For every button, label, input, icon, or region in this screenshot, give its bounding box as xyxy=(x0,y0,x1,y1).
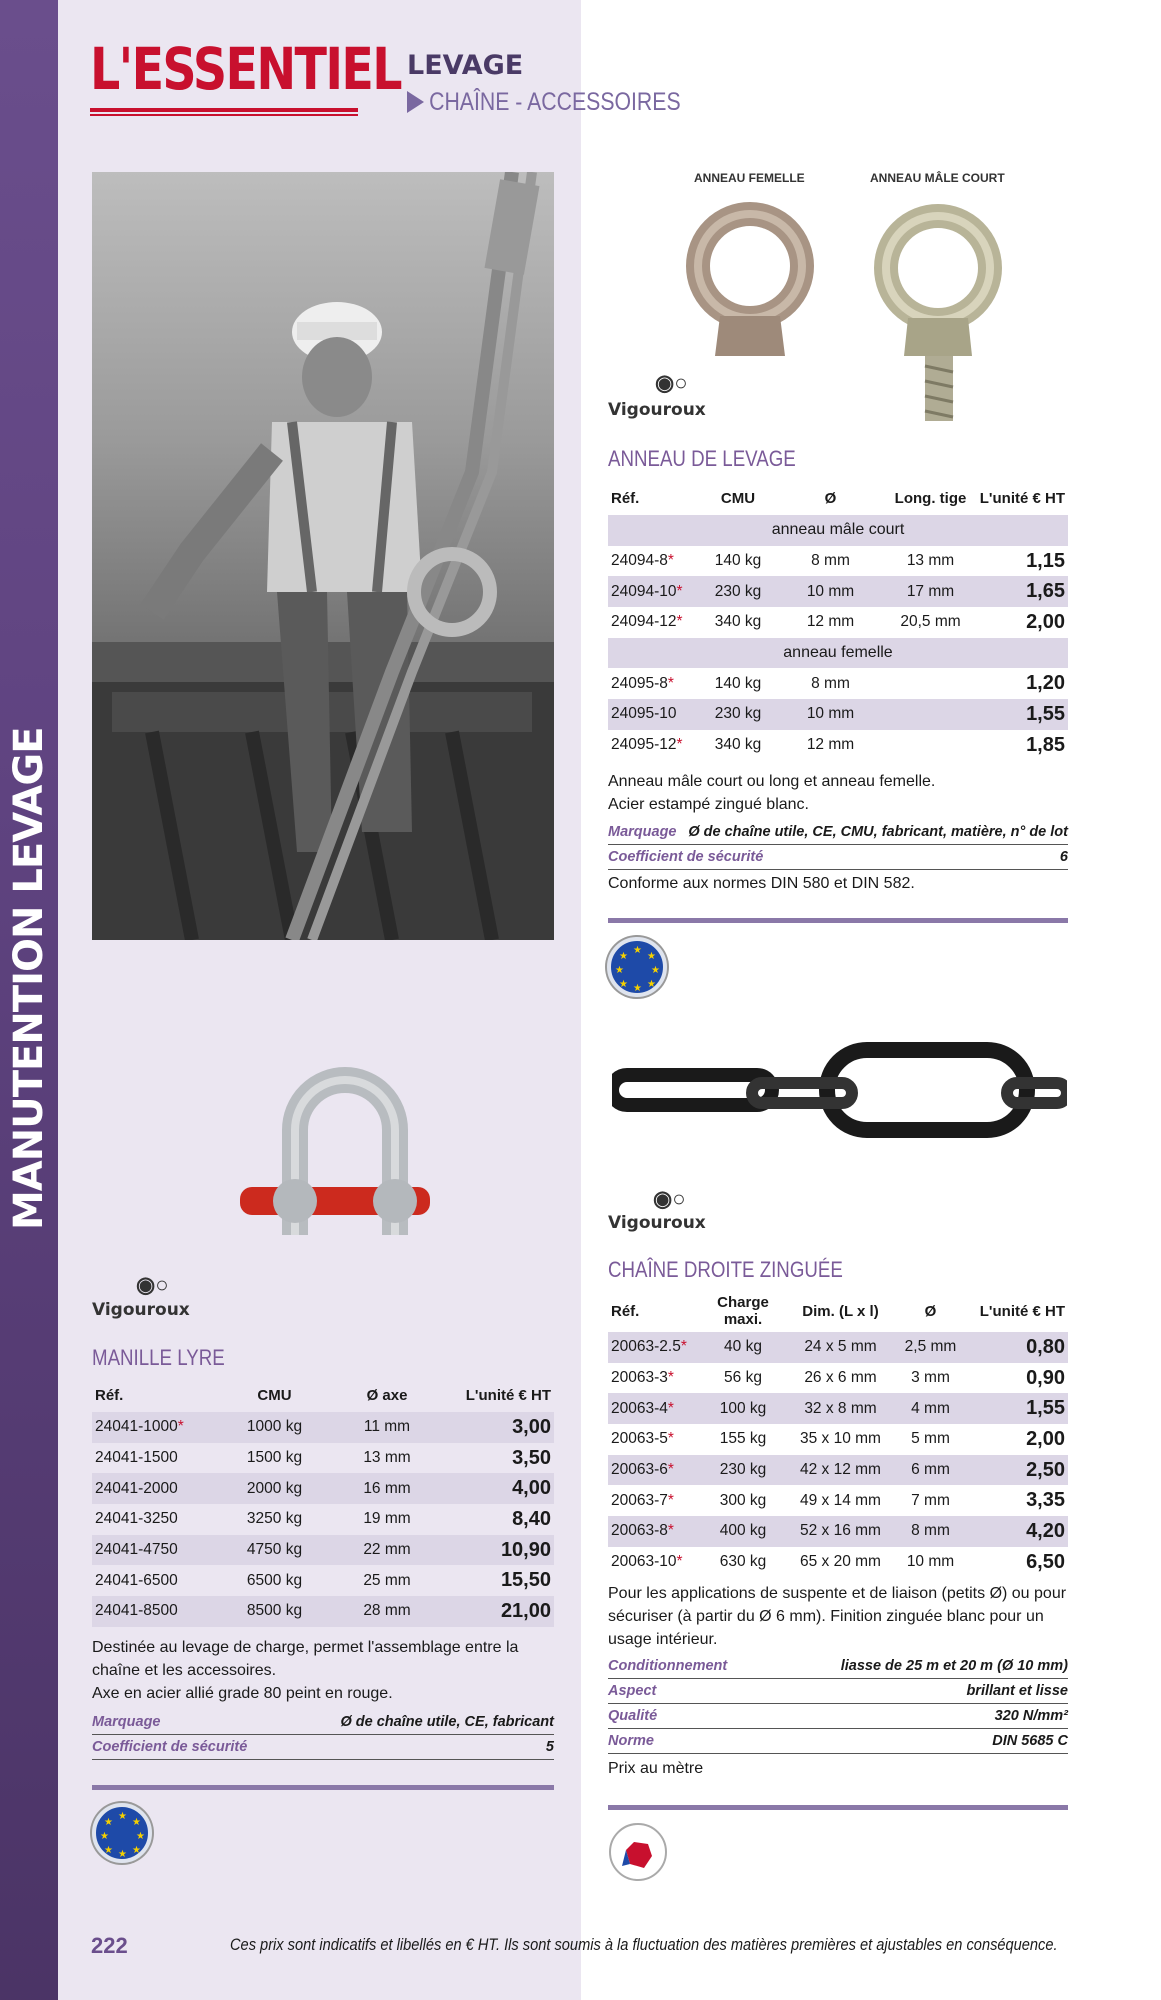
worker-photo xyxy=(92,172,554,940)
anneau-desc-1: Anneau mâle court ou long et anneau femelle. xyxy=(608,773,936,790)
row-price: 8,40 xyxy=(512,1507,551,1530)
row-ref: 20063-6 xyxy=(611,1461,668,1479)
row-cmu: 140 kg xyxy=(714,674,762,692)
col-cmu: CMU xyxy=(257,1386,292,1404)
chaine-price-note: Prix au mètre xyxy=(608,1760,704,1777)
row-cmu: 230 kg xyxy=(703,576,773,607)
logo-underline-thin xyxy=(90,114,358,116)
row-length: 13 mm xyxy=(906,552,955,570)
row-ref: 24041-4750 xyxy=(95,1541,178,1559)
table-row xyxy=(608,1516,1068,1547)
row-ref: 20063-7 xyxy=(611,1491,668,1509)
anneau-description xyxy=(608,770,1068,816)
table-row xyxy=(608,1363,1068,1394)
row-length xyxy=(888,668,973,699)
row-ref: 24041-1000 xyxy=(95,1418,178,1436)
row-ref: 20063-5 xyxy=(611,1430,668,1448)
row-price: 1,55 xyxy=(968,1393,1068,1424)
row-diameter: 4 mm xyxy=(893,1393,968,1424)
col-length: Long. tige xyxy=(894,489,967,507)
table-row xyxy=(92,1473,554,1504)
row-ref: 20063-10 xyxy=(611,1553,677,1571)
row-axe: 16 mm xyxy=(327,1473,447,1504)
row-cmu: 140 kg xyxy=(714,552,762,570)
row-price: 1,65 xyxy=(973,576,1068,607)
sidebar-label: MANUTENTION LEVAGE xyxy=(6,727,52,1230)
chaine-title: CHAÎNE DROITE ZINGUÉE xyxy=(608,1257,843,1282)
row-price: 21,00 xyxy=(447,1596,554,1627)
row-diameter: 8 mm xyxy=(811,552,850,570)
anneau-spec-marquage xyxy=(608,820,1068,845)
manille-image xyxy=(235,1035,435,1265)
fabrique-en-france-icon xyxy=(608,1822,668,1882)
row-star: * xyxy=(667,1430,674,1448)
row-price: 3,50 xyxy=(512,1446,551,1469)
manille-desc-2: Axe en acier allié grade 80 peint en rouge. xyxy=(92,1685,393,1703)
table-row xyxy=(608,1455,1068,1486)
row-star: * xyxy=(680,1338,687,1356)
footer-note: Ces prix sont indicatifs et libellés en € HT. Ils sont soumis à la fluctuation des matières premières et ajustables en conséquence. xyxy=(230,1935,1058,1954)
col-cmu: CMU xyxy=(720,489,756,507)
row-ref: 20063-3 xyxy=(611,1369,668,1387)
table-row xyxy=(608,1547,1068,1578)
row-ref: 24041-6500 xyxy=(95,1571,178,1589)
table-row xyxy=(92,1443,554,1474)
row-length xyxy=(888,730,973,761)
row-cmu: 340 kg xyxy=(714,736,762,754)
row-diameter: 7 mm xyxy=(911,1491,950,1509)
row-star: * xyxy=(676,613,683,631)
table-row xyxy=(92,1596,554,1627)
row-load: 400 kg xyxy=(698,1516,788,1547)
col-ref: Réf. xyxy=(611,489,640,507)
row-length xyxy=(888,699,973,730)
row-diameter: 12 mm xyxy=(806,613,855,631)
spec-value: 6 xyxy=(1059,849,1068,865)
chaine-spec xyxy=(608,1654,1068,1679)
row-price: 4,20 xyxy=(968,1516,1068,1547)
row-ref: 20063-8 xyxy=(611,1522,668,1540)
col-diameter: Ø xyxy=(824,489,837,507)
row-diameter: 10 mm xyxy=(773,699,888,730)
row-cmu: 1000 kg xyxy=(222,1412,327,1443)
manille-description xyxy=(92,1636,554,1706)
col-ref: Réf. xyxy=(95,1386,124,1404)
triangle-icon xyxy=(407,91,424,113)
row-diameter: 2,5 mm xyxy=(893,1332,968,1363)
vigouroux-logo-mark-2: ◉○ xyxy=(136,1272,169,1297)
table-row xyxy=(608,607,1068,638)
spec-value: 320 N/mm² xyxy=(994,1708,1068,1724)
eu-flag-icon: ★ ★ ★ ★ ★ ★ ★ ★ xyxy=(92,1803,152,1863)
row-cmu: 230 kg xyxy=(703,699,773,730)
col-diameter: Ø xyxy=(924,1302,937,1320)
group-male: anneau mâle court xyxy=(608,515,1068,546)
row-diameter: 10 mm xyxy=(906,1553,955,1571)
row-cmu: 1500 kg xyxy=(246,1449,303,1467)
divider xyxy=(608,918,1068,923)
row-dim: 52 x 16 mm xyxy=(788,1516,893,1547)
row-load: 155 kg xyxy=(719,1430,767,1448)
manille-desc-1: Destinée au levage de charge, permet l'assemblage entre la chaîne et les accessoires. xyxy=(92,1639,519,1680)
table-row xyxy=(608,576,1068,607)
col-load: Charge maxi. xyxy=(717,1294,769,1328)
vigouroux-logo-mark-3: ◉○ xyxy=(653,1186,686,1211)
row-star: * xyxy=(667,674,674,692)
row-ref: 24094-12 xyxy=(611,613,677,631)
row-star: * xyxy=(667,1369,674,1387)
anneau-femelle-image xyxy=(675,196,825,361)
row-ref: 24041-2000 xyxy=(95,1479,178,1497)
spec-value: liasse de 25 m et 20 m (Ø 10 mm) xyxy=(840,1658,1068,1674)
spec-key: Coefficient de sécurité xyxy=(92,1739,248,1755)
table-row xyxy=(92,1412,554,1443)
row-diameter: 8 mm xyxy=(811,674,850,692)
row-length: 20,5 mm xyxy=(900,613,961,631)
eu-flag-icon: ★ ★ ★ ★ ★ ★ ★ ★ xyxy=(607,937,667,997)
row-length: 17 mm xyxy=(888,576,973,607)
row-price: 6,50 xyxy=(1026,1550,1065,1573)
page-number: 222 xyxy=(91,1933,128,1958)
row-star: * xyxy=(177,1418,184,1436)
row-star: * xyxy=(667,1522,674,1540)
row-ref: 24094-8 xyxy=(611,552,668,570)
caption-anneau-femelle: ANNEAU FEMELLE xyxy=(694,171,805,185)
row-axe: 13 mm xyxy=(363,1449,411,1467)
table-row xyxy=(92,1504,554,1535)
row-cmu: 4750 kg xyxy=(222,1535,327,1566)
row-axe: 19 mm xyxy=(363,1510,411,1528)
category-title: LEVAGE xyxy=(407,50,524,81)
spec-value: brillant et lisse xyxy=(966,1683,1068,1699)
row-dim: 42 x 12 mm xyxy=(788,1455,893,1486)
brand-vigouroux-1: Vigouroux xyxy=(608,400,706,420)
anneau-title: ANNEAU DE LEVAGE xyxy=(608,446,796,471)
row-price: 2,00 xyxy=(1026,1427,1065,1450)
row-price: 0,90 xyxy=(1026,1366,1065,1389)
spec-value: Ø de chaîne utile, CE, CMU, fabricant, matière, n° de lot xyxy=(688,824,1068,840)
row-ref: 20063-4 xyxy=(611,1399,668,1417)
divider xyxy=(92,1785,554,1790)
row-load: 100 kg xyxy=(698,1393,788,1424)
row-diameter: 6 mm xyxy=(893,1455,968,1486)
chaine-spec xyxy=(608,1679,1068,1704)
manille-spec-coef xyxy=(92,1735,554,1760)
row-dim: 35 x 10 mm xyxy=(800,1430,881,1448)
table-row xyxy=(608,1393,1068,1424)
table-row xyxy=(608,1332,1068,1363)
row-ref: 24095-10 xyxy=(611,705,677,723)
row-price: 1,20 xyxy=(1026,672,1065,695)
row-dim: 65 x 20 mm xyxy=(800,1553,881,1571)
row-cmu: 3250 kg xyxy=(246,1510,303,1528)
row-price: 1,15 xyxy=(1026,549,1065,572)
table-row xyxy=(608,546,1068,577)
row-price: 1,85 xyxy=(1026,733,1065,756)
row-star: * xyxy=(667,1399,674,1417)
row-ref: 24095-12 xyxy=(611,736,677,754)
manille-table xyxy=(92,1378,554,1627)
row-price: 4,00 xyxy=(447,1473,554,1504)
col-dim: Dim. (L x l) xyxy=(802,1302,879,1320)
logo-underline xyxy=(90,108,358,112)
row-price: 0,80 xyxy=(968,1332,1068,1363)
row-diameter: 3 mm xyxy=(911,1369,950,1387)
chaine-spec xyxy=(608,1704,1068,1729)
sidebar xyxy=(0,0,58,2000)
spec-key: Qualité xyxy=(608,1708,658,1724)
spec-key: Aspect xyxy=(608,1683,657,1699)
row-load: 300 kg xyxy=(719,1491,767,1509)
manille-title: MANILLE LYRE xyxy=(92,1345,225,1370)
row-dim: 26 x 6 mm xyxy=(804,1369,877,1387)
col-axe: Ø axe xyxy=(366,1386,408,1404)
row-dim: 32 x 8 mm xyxy=(788,1393,893,1424)
row-axe: 11 mm xyxy=(327,1412,447,1443)
subcategory-label: CHAÎNE - ACCESSOIRES xyxy=(429,88,681,116)
spec-value: DIN 5685 C xyxy=(992,1733,1068,1749)
chaine-table xyxy=(608,1290,1068,1578)
row-load: 40 kg xyxy=(698,1332,788,1363)
spec-key: Marquage xyxy=(608,824,677,840)
table-row xyxy=(92,1565,554,1596)
row-diameter: 12 mm xyxy=(806,736,855,754)
row-cmu: 8500 kg xyxy=(222,1596,327,1627)
anneau-male-image xyxy=(860,196,1015,426)
group-female: anneau femelle xyxy=(608,638,1068,669)
spec-value: Ø de chaîne utile, CE, fabricant xyxy=(340,1714,554,1730)
row-dim: 49 x 14 mm xyxy=(800,1491,881,1509)
row-price: 2,00 xyxy=(1026,610,1065,633)
table-row xyxy=(92,1535,554,1566)
row-axe: 22 mm xyxy=(327,1535,447,1566)
brand-logo: L'ESSENTIEL xyxy=(90,35,401,103)
row-star: * xyxy=(667,1461,674,1479)
col-ref: Réf. xyxy=(611,1302,640,1320)
spec-key: Conditionnement xyxy=(608,1658,728,1674)
divider xyxy=(608,1805,1068,1810)
row-star: * xyxy=(676,1553,683,1571)
spec-key: Norme xyxy=(608,1733,654,1749)
anneau-spec-coef xyxy=(608,845,1068,870)
chaine-description: Pour les applications de suspente et de liaison (petits Ø) ou pour sécuriser (à partir du Ø 6 mm). Finition zinguée blanc pour un usage intérieur. xyxy=(608,1585,1067,1649)
row-load: 630 kg xyxy=(719,1553,767,1571)
caption-anneau-male: ANNEAU MÂLE COURT xyxy=(870,171,1005,185)
row-price: 3,00 xyxy=(447,1412,554,1443)
col-price: L'unité € HT xyxy=(979,489,1065,507)
row-price: 2,50 xyxy=(968,1455,1068,1486)
row-price: 3,35 xyxy=(1026,1489,1065,1512)
row-cmu: 340 kg xyxy=(714,613,762,631)
row-diameter: 10 mm xyxy=(773,576,888,607)
anneau-desc-2: Acier estampé zingué blanc. xyxy=(608,796,809,814)
brand-vigouroux-2: Vigouroux xyxy=(92,1300,190,1320)
anneau-conformity: Conforme aux normes DIN 580 et DIN 582. xyxy=(608,875,915,892)
row-axe: 28 mm xyxy=(327,1596,447,1627)
row-ref: 24094-10 xyxy=(611,582,677,600)
row-dim: 24 x 5 mm xyxy=(788,1332,893,1363)
row-price: 10,90 xyxy=(447,1535,554,1566)
table-row xyxy=(608,1424,1068,1455)
row-ref: 24041-8500 xyxy=(95,1602,178,1620)
spec-value: 5 xyxy=(545,1739,554,1755)
vigouroux-logo-mark-1: ◉○ xyxy=(655,370,688,395)
row-axe: 25 mm xyxy=(363,1571,411,1589)
row-ref: 24095-8 xyxy=(611,674,668,692)
row-load: 230 kg xyxy=(698,1455,788,1486)
row-star: * xyxy=(676,582,683,600)
chain-image xyxy=(612,1035,1067,1155)
spec-key: Coefficient de sécurité xyxy=(608,849,764,865)
table-row xyxy=(608,699,1068,730)
subcategory-title xyxy=(407,88,681,117)
table-row xyxy=(608,668,1068,699)
table-row xyxy=(608,1485,1068,1516)
col-price: L'unité € HT xyxy=(979,1302,1065,1320)
row-ref: 20063-2.5 xyxy=(611,1338,681,1356)
table-row xyxy=(608,730,1068,761)
col-price: L'unité € HT xyxy=(465,1386,551,1404)
row-ref: 24041-3250 xyxy=(95,1510,178,1528)
row-star: * xyxy=(667,552,674,570)
brand-vigouroux-3: Vigouroux xyxy=(608,1213,706,1233)
row-star: * xyxy=(667,1491,674,1509)
manille-spec-marquage xyxy=(92,1710,554,1735)
row-cmu: 6500 kg xyxy=(246,1571,303,1589)
row-cmu: 2000 kg xyxy=(222,1473,327,1504)
row-star: * xyxy=(676,736,683,754)
spec-key: Marquage xyxy=(92,1714,161,1730)
row-price: 15,50 xyxy=(500,1569,551,1592)
row-price: 1,55 xyxy=(973,699,1068,730)
row-diameter: 5 mm xyxy=(911,1430,950,1448)
row-diameter: 8 mm xyxy=(893,1516,968,1547)
row-load: 56 kg xyxy=(724,1369,762,1387)
row-ref: 24041-1500 xyxy=(95,1449,178,1467)
anneau-table xyxy=(608,481,1068,761)
chaine-spec xyxy=(608,1729,1068,1754)
